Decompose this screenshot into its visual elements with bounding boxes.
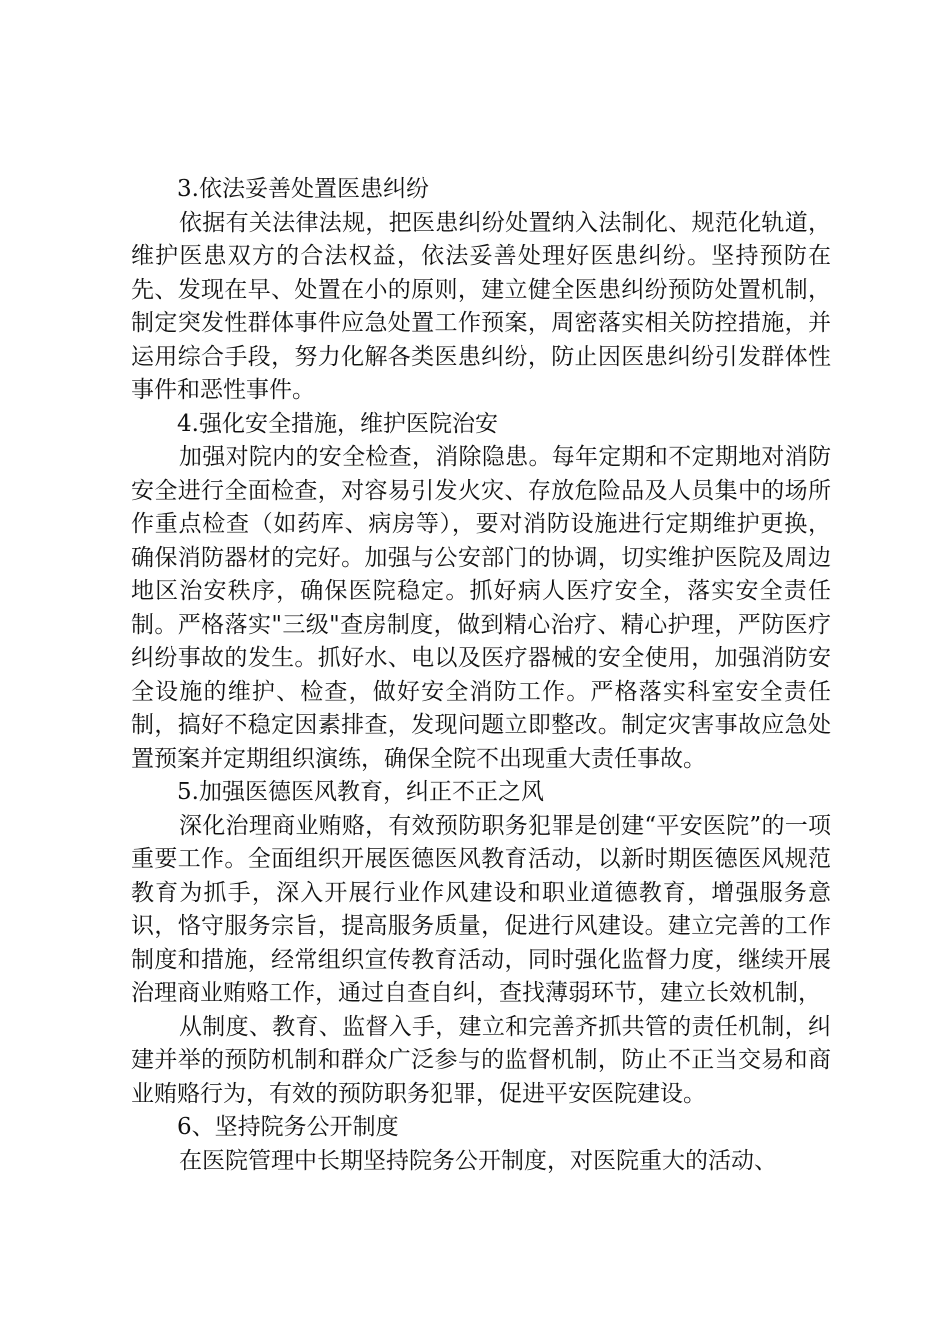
document-page	[131, 173, 831, 1178]
paragraph: 加强对院内的安全检查，消除隐患。每年定期和不定期地对消防安全进行全面检查，对容易引发火灾、存放危险品及人员集中的场所作重点检查（如药库、病房等），要对消防设施进行定期维护更换，确保消防器材的完好。加强与公安部门的协调，切实维护医院及周边地区治安秩序，确保医院稳定。抓好病人医疗安全，落实安全责任制。严格落实"三级"查房制度，做到精心治疗、精心护理，严防医疗纠纷事故的发生。抓好水、电以及医疗器械的安全使用，加强消防安全设施的维护、检查，做好安全消防工作。严格落实科室安全责任制，搞好不稳定因素排查，发现问题立即整改。制定灾害事故应急处置预案并定期组织演练，确保全院不出现重大责任事故。	[131, 444, 831, 772]
paragraph: 依据有关法律法规，把医患纠纷处置纳入法制化、规范化轨道，维护医患双方的合法权益，依法妥善处理好医患纠纷。坚持预防在先、发现在早、处置在小的原则，建立健全医患纠纷预防处置机制，制定突发性群体事件应急处置工作预案，周密落实相关防控措施，并运用综合手段，努力化解各类医患纠纷，防止因医患纠纷引发群体性事件和恶性事件。	[131, 209, 831, 403]
paragraph: 在医院管理中长期坚持院务公开制度，对医院重大的活动、	[179, 1147, 777, 1174]
section-heading: 3.依法妥善处置医患纠纷	[177, 176, 429, 202]
paragraph: 深化治理商业贿赂，有效预防职务犯罪是创建“平安医院”的一项重要工作。全面组织开展医德医风教育活动，以新时期医德医风规范教育为抓手，深入开展行业作风建设和职业道德教育，增强服务意识，恪守服务宗旨，提高服务质量，促进行风建设。建立完善的工作制度和措施，经常组织宣传教育活动，同时强化监督力度，继续开展治理商业贿赂工作，通过自查自纠，查找薄弱环节，建立长效机制，	[131, 812, 831, 1006]
section-heading: 5.加强医德医风教育，纠正不正之风	[177, 779, 544, 805]
section-heading: 6、坚持院务公开制度	[177, 1114, 399, 1140]
paragraph: 从制度、教育、监督入手，建立和完善齐抓共管的责任机制，纠建并举的预防机制和群众广泛参与的监督机制，防止不正当交易和商业贿赂行为，有效的预防职务犯罪，促进平安医院建设。	[131, 1013, 831, 1107]
section-heading: 4.强化安全措施，维护医院治安	[177, 410, 498, 437]
